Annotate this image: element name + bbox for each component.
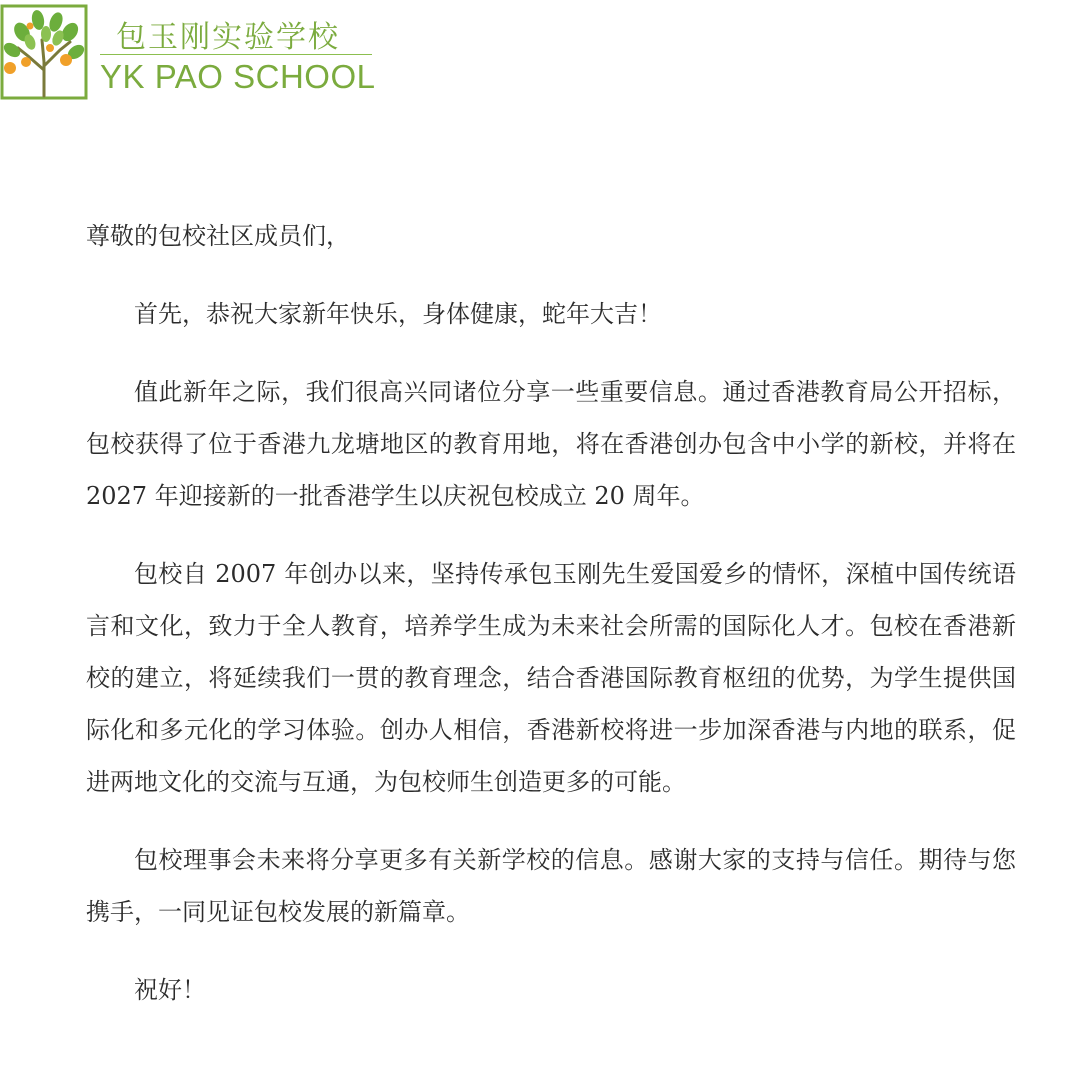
- letterhead-divider: [100, 54, 372, 55]
- letter-closing: 祝好！: [134, 976, 206, 1004]
- letter-paragraph-greeting: 首先，恭祝大家新年快乐，身体健康，蛇年大吉！: [134, 300, 662, 328]
- letter-salutation: 尊敬的包校社区成员们，: [86, 222, 350, 250]
- tree-icon: [0, 4, 88, 100]
- letterhead: [0, 0, 380, 104]
- school-logo: [0, 4, 88, 100]
- school-name-chinese: 包玉刚实验学校: [116, 20, 340, 55]
- school-name-english: YK PAO SCHOOL: [100, 58, 376, 95]
- letter-body: [86, 210, 1016, 1016]
- letter-paragraph-thanks: 包校理事会未来将分享更多有关新学校的信息。感谢大家的支持与信任。期待与您携手，一同见证包校发展的新篇章。: [86, 846, 1016, 926]
- letter-paragraph-history: 包校自 2007 年创办以来，坚持传承包玉刚先生爱国爱乡的情怀，深植中国传统语言和文化，致力于全人教育，培养学生成为未来社会所需的国际化人才。包校在香港新校的建立，将延续我们一贯的教育理念，结合香港国际教育枢纽的优势，为学生提供国际化和多元化的学习体验。创办人相信，香港新校将进一步加深香港与内地的联系，促进两地文化的交流与互通，为包校师生创造更多的可能。: [86, 560, 1016, 796]
- letter-paragraph-announcement: 值此新年之际，我们很高兴同诸位分享一些重要信息。通过香港教育局公开招标，包校获得了位于香港九龙塘地区的教育用地，将在香港创办包含中小学的新校，并将在 2027 年迎接新的一批香港学生以庆祝包校成立 20 周年。: [86, 378, 1016, 510]
